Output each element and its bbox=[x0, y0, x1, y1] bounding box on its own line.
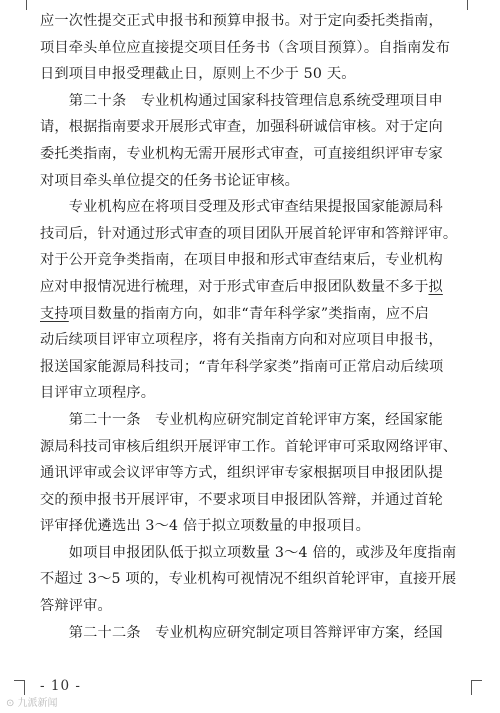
text-segment: 项目数量的指南方向，如非“青年科学家”类指南，应不启 bbox=[68, 305, 429, 322]
text-line: 第二十一条 专业机构应研究制定首轮评审方案，经国家能 bbox=[40, 411, 443, 428]
text-line: 对项目牵头单位提交的任务书论证审核。 bbox=[40, 172, 299, 189]
text-line: 项目牵头单位应直接提交项目任务书（含项目预算）。自指南发布 bbox=[40, 39, 451, 56]
text-line bbox=[40, 274, 466, 301]
text-segment: 应对申报情况进行梳理，对于形式审查后申报团队数量不多于 bbox=[40, 278, 429, 295]
text-line: 委托类指南，专业机构无需开展形式审查，可直接组织评审专家 bbox=[40, 145, 443, 162]
text-line: 第二十条 专业机构通过国家科技管理信息系统受理项目申 bbox=[40, 92, 443, 109]
text-line: 请，根据指南要求开展形式审查，加强科研诚信审核。对于定向 bbox=[40, 119, 443, 136]
crop-mark-top-right bbox=[467, 0, 482, 10]
text-line: 日到项目申报受理截止日，原则上不少于 50 天。 bbox=[40, 66, 356, 83]
text-line: 通讯评审或会议评审等方式，组织评审专家根据项目申报团队提 bbox=[40, 465, 443, 482]
crop-mark-top-left bbox=[12, 0, 27, 10]
text-line: 技司后，针对通过形式审查的项目团队开展首轮评审和答辩评审。 bbox=[40, 225, 458, 242]
text-line: 如项目申报团队低于拟立项数量 3～4 倍的，或涉及年度指南 bbox=[40, 544, 457, 561]
text-line: 交的预申报书开展评审，不要求项目申报团队答辩，并通过首轮 bbox=[40, 491, 443, 508]
text-line: 专业机构应在将项目受理及形式审查结果提报国家能源局科 bbox=[40, 199, 443, 216]
text-line: 对于公开竞争类指南，在项目申报和形式审查结束后，专业机构 bbox=[40, 252, 443, 269]
text-line: 不超过 3～5 项的，专业机构可视情况不组织首轮评审，直接开展 bbox=[40, 571, 457, 588]
crop-mark-bottom-right bbox=[471, 680, 482, 695]
page-number: - 10 - bbox=[40, 678, 81, 694]
text-line: 答辩评审。 bbox=[40, 598, 112, 615]
text-line: 报送国家能源局科技司；“青年科学家类”指南可正常启动后续项 bbox=[40, 358, 444, 375]
text-line: 源局科技司审核后组织开展评审工作。首轮评审可采取网络评审、 bbox=[40, 438, 458, 455]
watermark: ⊙ 九派新闻 bbox=[6, 698, 58, 709]
text-line: 目评审立项程序。 bbox=[40, 385, 156, 402]
underlined-text: 支持 bbox=[40, 305, 69, 322]
text-line bbox=[40, 301, 466, 328]
crop-mark-bottom-left bbox=[14, 680, 25, 695]
text-line: 评审择优遴选出 3～4 倍于拟立项数量的申报项目。 bbox=[40, 518, 371, 535]
body-text bbox=[40, 8, 466, 646]
text-line: 动后续项目评审立项程序，将有关指南方向和对应项目申报书， bbox=[40, 332, 443, 349]
underlined-text: 拟 bbox=[428, 278, 443, 295]
text-line: 第二十二条 专业机构应研究制定项目答辩评审方案，经国 bbox=[40, 624, 443, 641]
text-line: 应一次性提交正式申报书和预算申报书。对于定向委托类指南， bbox=[40, 13, 443, 29]
